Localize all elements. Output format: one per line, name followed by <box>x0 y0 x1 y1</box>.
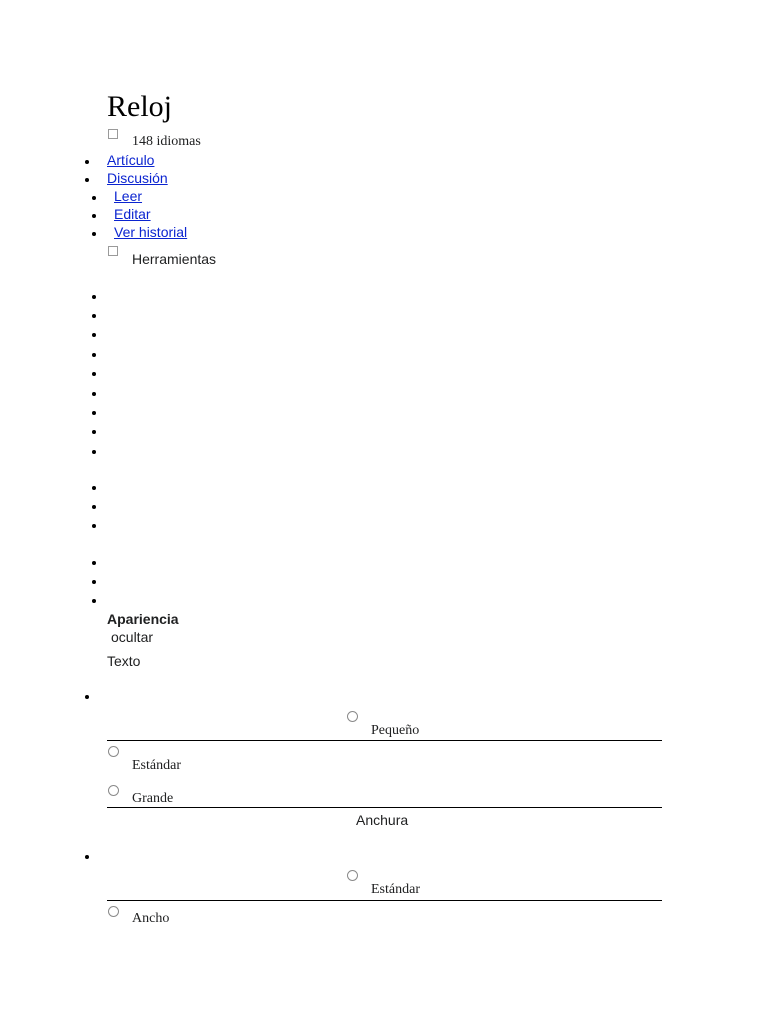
tools-list-item <box>92 295 96 299</box>
tools-list-item <box>92 524 96 528</box>
tab-read[interactable]: Leer <box>114 188 143 204</box>
list-bullet <box>85 855 89 859</box>
tools-list-item <box>92 430 96 434</box>
tools-list-item <box>92 599 96 603</box>
tab-history[interactable]: Ver historial <box>114 224 188 240</box>
languages-checkbox[interactable] <box>108 129 118 139</box>
page-title: Reloj <box>107 90 172 123</box>
divider <box>107 807 662 808</box>
text-size-standard-radio[interactable] <box>108 746 119 757</box>
tools-checkbox[interactable] <box>108 246 118 256</box>
width-standard-radio[interactable] <box>347 870 358 881</box>
tools-label[interactable]: Herramientas <box>132 251 217 267</box>
list-bullet <box>85 160 89 164</box>
text-size-large-label[interactable]: Grande <box>132 791 174 806</box>
text-size-small-radio[interactable] <box>347 711 358 722</box>
divider <box>107 740 662 741</box>
list-bullet <box>92 196 96 200</box>
tools-list-item <box>92 450 96 454</box>
text-size-small-label[interactable]: Pequeño <box>371 723 420 738</box>
text-size-label: Texto <box>107 653 141 669</box>
list-bullet <box>92 232 96 236</box>
width-wide-radio[interactable] <box>108 906 119 917</box>
languages-label[interactable]: 148 idiomas <box>132 134 201 149</box>
tab-article[interactable]: Artículo <box>107 152 155 168</box>
tools-list-item <box>92 392 96 396</box>
tools-list-item <box>92 411 96 415</box>
tools-list-item <box>92 314 96 318</box>
tools-list-item <box>92 561 96 565</box>
tools-list-item <box>92 353 96 357</box>
appearance-hide-button[interactable]: ocultar <box>111 629 154 645</box>
tools-list-item <box>92 580 96 584</box>
tools-list-item <box>92 486 96 490</box>
text-size-large-radio[interactable] <box>108 785 119 796</box>
divider <box>107 900 662 901</box>
tools-list-item <box>92 505 96 509</box>
width-standard-label[interactable]: Estándar <box>371 882 420 897</box>
list-bullet <box>85 695 89 699</box>
appearance-heading: Apariencia <box>107 611 179 627</box>
width-label: Anchura <box>356 812 409 828</box>
tab-edit[interactable]: Editar <box>114 206 151 222</box>
list-bullet <box>92 214 96 218</box>
tools-list-item <box>92 333 96 337</box>
text-size-standard-label[interactable]: Estándar <box>132 758 181 773</box>
tab-discussion[interactable]: Discusión <box>107 170 168 186</box>
width-wide-label[interactable]: Ancho <box>132 911 170 926</box>
list-bullet <box>85 178 89 182</box>
tools-list-item <box>92 372 96 376</box>
